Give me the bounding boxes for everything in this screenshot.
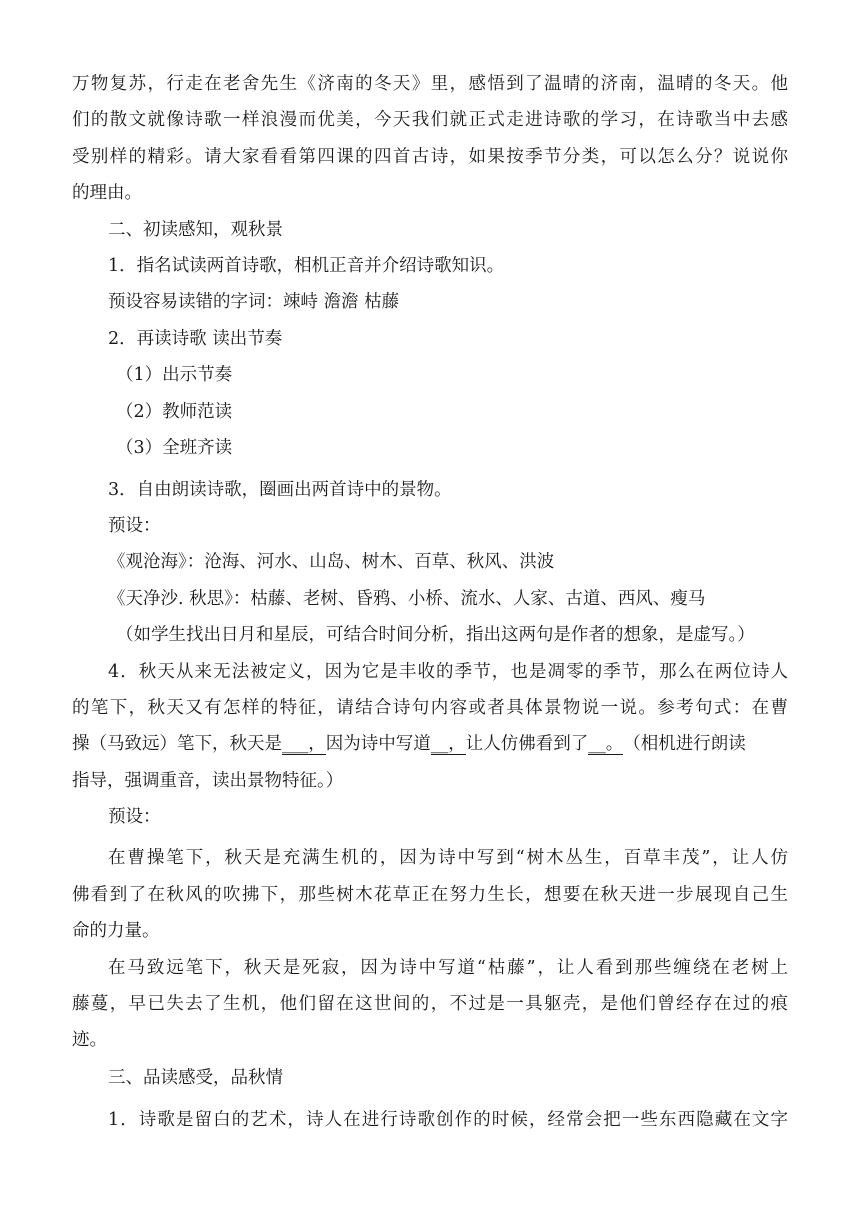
- blank-3: __。: [588, 734, 624, 754]
- section-heading: 三、品读感受，品秋情: [108, 1068, 283, 1088]
- list-item-line: 的笔下，秋天又有怎样的特征，请结合诗句内容或者具体景物说一说。参考句式：在曹: [72, 698, 788, 718]
- sub-item: （3）全班齐读: [116, 438, 233, 458]
- intro-line: 万物复苏，行走在老舍先生《济南的冬天》里，感悟到了温晴的济南，温晴的冬天。他: [72, 74, 788, 94]
- intro-line: 受别样的精彩。请大家看看第四课的四首古诗，如果按季节分类，可以怎么分？说说你: [72, 147, 788, 167]
- list-item: 4．秋天从来无法被定义，因为它是丰收的季节，也是凋零的季节，那么在两位诗人: [108, 662, 788, 682]
- poem-scenery: 《观沧海》：沧海、河水、山岛、树木、百草、秋风、洪波: [108, 552, 555, 572]
- paragraph-line: 命的力量。: [72, 921, 160, 941]
- sentence-frame: [72, 732, 788, 756]
- paragraph-line: 在马致远笔下，秋天是死寂，因为诗中写道“枯藤”，让人看到那些缠绕在老树上: [108, 958, 788, 978]
- list-item-line: 指导，强调重音，读出景物特征。）: [72, 771, 344, 791]
- sub-item: （1）出示节奏: [116, 365, 233, 385]
- frame-text: 让人仿佛看到了: [465, 734, 589, 754]
- paragraph-line: 迹。: [72, 1030, 107, 1050]
- blank-2: __，: [430, 734, 466, 754]
- paragraph-line: 在曹操笔下，秋天是充满生机的，因为诗中写到“树木丛生，百草丰茂”，让人仿: [108, 848, 788, 868]
- blank-1: ___，: [282, 734, 326, 754]
- list-item: 1．诗歌是留白的艺术，诗人在进行诗歌创作的时候，经常会把一些东西隐藏在文字: [108, 1110, 788, 1130]
- list-item: 3．自由朗读诗歌，圈画出两首诗中的景物。: [108, 480, 452, 500]
- intro-line: 们的散文就像诗歌一样浪漫而优美，今天我们就正式走进诗歌的学习，在诗歌当中去感: [72, 110, 788, 130]
- list-item: 1．指名试读两首诗歌，相机正音并介绍诗歌知识。: [108, 256, 505, 276]
- list-item-note: 预设容易读错的字词：竦峙 澹澹 枯藤: [108, 292, 400, 312]
- paragraph-line: 藤蔓，早已失去了生机，他们留在这世间的，不过是一具躯壳，是他们曾经存在过的痕: [72, 994, 788, 1014]
- poem-scenery: 《天净沙. 秋思》：枯藤、老树、昏鸦、小桥、流水、人家、古道、西风、瘦马: [108, 589, 706, 609]
- section-heading: 二、初读感知，观秋景: [108, 220, 283, 240]
- list-item-note: （如学生找出日月和星辰，可结合时间分析，指出这两句是作者的想象，是虚写。）: [116, 625, 755, 645]
- list-item: 2．再读诗歌 读出节奏: [108, 329, 283, 349]
- preset-label: 预设：: [108, 516, 161, 536]
- frame-text: （相机进行朗读: [623, 734, 746, 754]
- paragraph-line: 佛看到了在秋风的吹拂下，那些树木花草正在努力生长，想要在秋天进一步展现自己生: [72, 885, 788, 905]
- frame-text: 因为诗中写道: [325, 734, 431, 754]
- sub-item: （2）教师范读: [116, 402, 233, 422]
- preset-label: 预设：: [108, 807, 161, 827]
- frame-text: 操（马致远）笔下，秋天是: [72, 734, 282, 754]
- intro-line: 的理由。: [72, 183, 142, 203]
